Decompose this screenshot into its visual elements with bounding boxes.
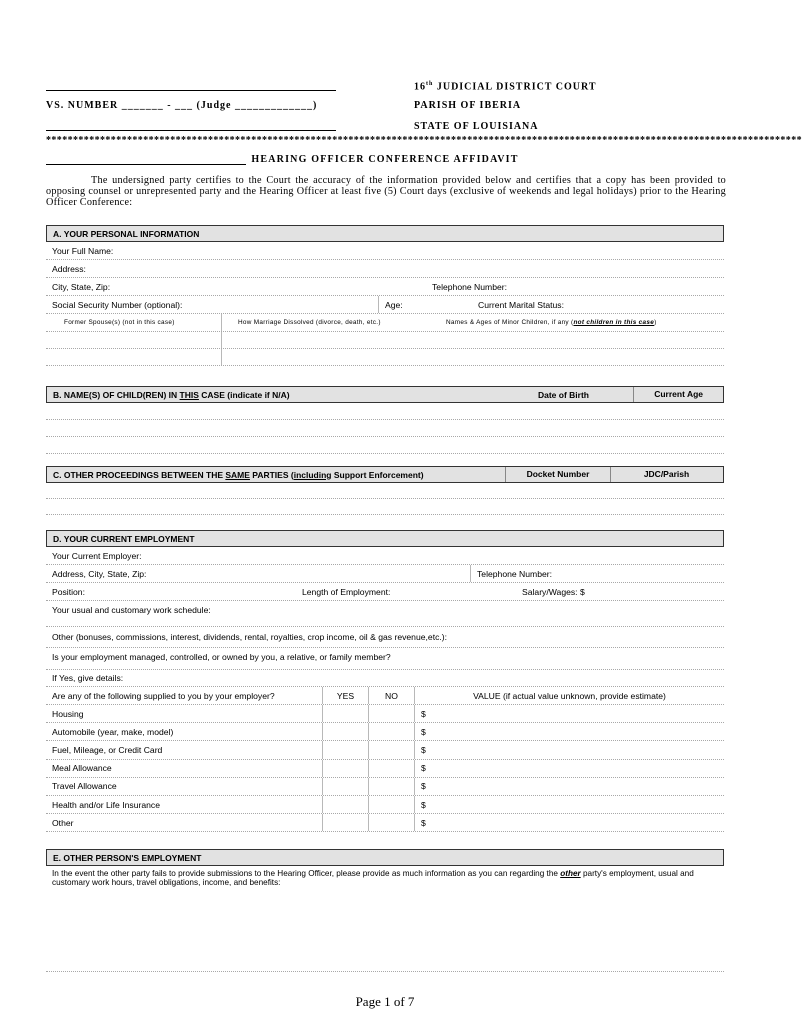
section-e: [46, 849, 724, 972]
benefit-row[interactable]: [46, 723, 724, 741]
docket-number-header: Docket Number: [505, 467, 610, 482]
city-field[interactable]: City, State, Zip:: [52, 281, 111, 292]
child-entry-row[interactable]: [46, 420, 724, 437]
benefit-yes-cell[interactable]: [322, 723, 368, 740]
current-employer-field[interactable]: Your Current Employer:: [46, 547, 724, 565]
employer-telephone-field[interactable]: Telephone Number:: [470, 565, 552, 582]
col-former-spouse: Former Spouse(s) (not in this case): [64, 319, 175, 326]
proceeding-entry-row[interactable]: [46, 499, 724, 515]
benefit-yes-cell[interactable]: [322, 778, 368, 795]
spouse-entry-row[interactable]: [46, 349, 724, 366]
section-d: [46, 530, 724, 832]
jdc-parish-header: JDC/Parish: [610, 467, 722, 482]
benefit-label: Fuel, Mileage, or Credit Card: [52, 744, 163, 755]
benefit-yes-cell[interactable]: [322, 814, 368, 831]
benefit-yes-cell[interactable]: [322, 760, 368, 777]
benefit-row[interactable]: [46, 741, 724, 759]
full-name-field[interactable]: Your Full Name:: [46, 242, 724, 260]
benefit-no-cell[interactable]: [368, 778, 414, 795]
benefit-yes-cell[interactable]: [322, 705, 368, 722]
benefit-yes-cell[interactable]: [322, 741, 368, 758]
section-e-heading: E. OTHER PERSON'S EMPLOYMENT: [46, 849, 724, 866]
other-person-employment-field[interactable]: In the event the other party fails to provide submissions to the Hearing Officer, please provide as much information as you can regarding the other party's employment, usual and customary work hours, travel obligations, income, and benefits:: [46, 866, 724, 972]
benefit-value-cell[interactable]: $: [414, 723, 724, 740]
ssn-field[interactable]: Social Security Number (optional):: [52, 299, 183, 310]
child-entry-row[interactable]: [46, 403, 724, 420]
benefit-value-cell[interactable]: $: [414, 760, 724, 777]
benefit-value-cell[interactable]: $: [414, 778, 724, 795]
benefit-value-cell[interactable]: $: [414, 705, 724, 722]
benefit-row[interactable]: [46, 796, 724, 814]
date-of-birth-header: Date of Birth: [537, 389, 589, 400]
benefit-yes-cell[interactable]: [322, 796, 368, 813]
star-divider: ********************************************************************************************************************************************: [46, 135, 802, 146]
benefit-label: Health and/or Life Insurance: [52, 799, 160, 810]
benefit-no-cell[interactable]: [368, 705, 414, 722]
benefit-no-cell[interactable]: [368, 723, 414, 740]
spouse-entry-row[interactable]: [46, 332, 724, 349]
benefit-label: Travel Allowance: [52, 781, 117, 792]
if-yes-details-field[interactable]: If Yes, give details:: [46, 670, 724, 687]
benefit-value-cell[interactable]: $: [414, 814, 724, 831]
benefit-value-cell[interactable]: $: [414, 741, 724, 758]
section-d-heading: D. YOUR CURRENT EMPLOYMENT: [46, 530, 724, 547]
section-c-heading: [46, 466, 724, 483]
col-marriage-dissolved: How Marriage Dissolved (divorce, death, etc.): [221, 314, 434, 331]
form-title: HEARING OFFICER CONFERENCE AFFIDAVIT: [251, 154, 519, 165]
benefit-row[interactable]: [46, 705, 724, 723]
employer-address-row[interactable]: [46, 565, 724, 583]
page-number: Page 1 of 7: [355, 994, 415, 1009]
value-header: VALUE (if actual value unknown, provide estimate): [414, 687, 724, 704]
employer-address-field[interactable]: Address, City, State, Zip:: [52, 568, 147, 579]
work-schedule-field[interactable]: Your usual and customary work schedule:: [46, 601, 724, 627]
section-b-heading: [46, 386, 724, 403]
supplied-question: Are any of the following supplied to you by your employer?: [52, 690, 275, 701]
other-income-field[interactable]: Other (bonuses, commissions, interest, dividends, rental, royalties, crop income, oil & gas revenue,etc.):: [46, 627, 724, 648]
no-header: NO: [368, 687, 414, 704]
employment-managed-field[interactable]: Is your employment managed, controlled, or owned by you, a relative, or family member?: [46, 648, 724, 670]
section-a: [46, 225, 724, 366]
court-name: 16th JUDICIAL DISTRICT COURT: [414, 81, 597, 93]
position-row[interactable]: [46, 583, 724, 601]
telephone-field[interactable]: Telephone Number:: [432, 281, 508, 292]
section-c: [46, 466, 724, 515]
benefit-row[interactable]: [46, 760, 724, 778]
spouse-header-row: [46, 314, 724, 332]
age-field[interactable]: Age:: [378, 296, 478, 313]
col-minor-children: Names & Ages of Minor Children, if any ( not children in this case ): [446, 319, 657, 326]
benefit-row[interactable]: [46, 778, 724, 796]
caption-blank-line-2[interactable]: [46, 130, 336, 131]
address-field[interactable]: Address:: [46, 260, 724, 278]
intro-paragraph: The undersigned party certifies to the Court the accuracy of the information provided below and certifies that a copy has been provided to opposing counsel or unrepresented party and the Hearing Officer at least five (5) Court days (exclusive of weekends and legal holidays) prior to the Hearing Officer Conference:: [46, 175, 726, 208]
caption-blank-line[interactable]: [46, 90, 336, 91]
benefit-value-cell[interactable]: $: [414, 796, 724, 813]
marital-status-field[interactable]: Current Marital Status:: [478, 299, 564, 310]
employer-supplied-header-row: [46, 687, 724, 705]
proceeding-entry-row[interactable]: [46, 483, 724, 499]
length-of-employment-field[interactable]: Length of Employment:: [302, 586, 391, 597]
benefit-no-cell[interactable]: [368, 741, 414, 758]
parish-name: PARISH OF IBERIA: [414, 100, 522, 111]
benefit-row[interactable]: [46, 814, 724, 832]
benefit-no-cell[interactable]: [368, 796, 414, 813]
benefit-no-cell[interactable]: [368, 814, 414, 831]
yes-header: YES: [322, 687, 368, 704]
other-proceedings-header: C. OTHER PROCEEDINGS BETWEEN THE SAME PARTIES (including Support Enforcement): [53, 469, 424, 480]
benefit-label: Meal Allowance: [52, 763, 112, 774]
salary-field[interactable]: Salary/Wages: $: [522, 586, 585, 597]
current-age-header: Current Age: [633, 387, 723, 402]
state-name: STATE OF LOUISIANA: [414, 121, 539, 132]
benefit-no-cell[interactable]: [368, 760, 414, 777]
benefit-label: Automobile (year, make, model): [52, 726, 174, 737]
position-field[interactable]: Position:: [52, 586, 85, 597]
section-b: [46, 386, 724, 454]
vs-number-line[interactable]: VS. NUMBER _______ - ___ (Judge _____________): [46, 100, 318, 111]
child-entry-row[interactable]: [46, 437, 724, 454]
section-a-heading: A. YOUR PERSONAL INFORMATION: [46, 225, 724, 242]
children-name-header: B. NAME(S) OF CHILD(REN) IN THIS CASE (indicate if N/A): [53, 389, 290, 400]
benefit-label: Other: [52, 817, 74, 828]
ssn-row[interactable]: [46, 296, 724, 314]
city-state-zip-row[interactable]: [46, 278, 724, 296]
benefit-label: Housing: [52, 708, 84, 719]
